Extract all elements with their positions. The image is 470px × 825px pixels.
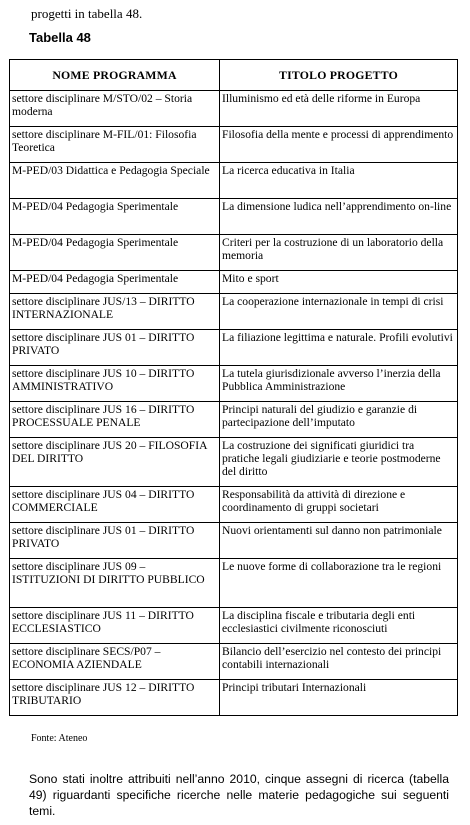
- table-title: Tabella 48: [29, 30, 91, 45]
- table-header-row: [10, 60, 458, 91]
- outro-text: Sono stati inoltre attribuiti nell’anno 2010, cinque assegni di ricerca (tabella 49) riguardanti specifiche ricerche nelle materie pedagogiche sui seguenti temi.: [29, 772, 449, 818]
- cell-project-title: Principi naturali del giudizio e garanzie di partecipazione dell’imputato: [220, 402, 458, 438]
- cell-project-title: La dimensione ludica nell’apprendimento on-line: [220, 199, 458, 235]
- table-row: [10, 680, 458, 716]
- cell-program: M-PED/03 Didattica e Pedagogia Speciale: [10, 163, 220, 199]
- cell-program: settore disciplinare JUS 10 – DIRITTO AMMINISTRATIVO: [10, 366, 220, 402]
- cell-project-title: Le nuove forme di collaborazione tra le regioni: [220, 559, 458, 608]
- cell-program: settore disciplinare JUS 12 – DIRITTO TRIBUTARIO: [10, 680, 220, 716]
- table-row: [10, 608, 458, 644]
- cell-project-title: La disciplina fiscale e tributaria degli enti ecclesiastici civilmente riconosciuti: [220, 608, 458, 644]
- table-row: [10, 294, 458, 330]
- table-row: [10, 271, 458, 294]
- table-row: [10, 523, 458, 559]
- intro-text: progetti in tabella 48.: [31, 6, 143, 21]
- cell-project-title: Nuovi orientamenti sul danno non patrimoniale: [220, 523, 458, 559]
- cell-project-title: Bilancio dell’esercizio nel contesto dei principi contabili internazionali: [220, 644, 458, 680]
- cell-project-title: La ricerca educativa in Italia: [220, 163, 458, 199]
- cell-program: M-PED/04 Pedagogia Sperimentale: [10, 271, 220, 294]
- cell-project-title: La cooperazione internazionale in tempi di crisi: [220, 294, 458, 330]
- table-row: [10, 644, 458, 680]
- cell-program: settore disciplinare JUS 01 – DIRITTO PRIVATO: [10, 523, 220, 559]
- cell-project-title: Criteri per la costruzione di un laboratorio della memoria: [220, 235, 458, 271]
- cell-project-title: Mito e sport: [220, 271, 458, 294]
- source-note: Fonte: Ateneo: [31, 733, 88, 744]
- cell-program: settore disciplinare JUS 16 – DIRITTO PROCESSUALE PENALE: [10, 402, 220, 438]
- cell-program: settore disciplinare JUS 01 – DIRITTO PRIVATO: [10, 330, 220, 366]
- cell-project-title: La costruzione dei significati giuridici tra pratiche legali giudiziarie e teorie postmoderne del diritto: [220, 438, 458, 487]
- cell-program: settore disciplinare JUS/13 – DIRITTO INTERNAZIONALE: [10, 294, 220, 330]
- table-row: [10, 366, 458, 402]
- cell-program: M-PED/04 Pedagogia Sperimentale: [10, 235, 220, 271]
- cell-project-title: La tutela giurisdizionale avverso l’inerzia della Pubblica Amministrazione: [220, 366, 458, 402]
- cell-program: settore disciplinare SECS/P07 – ECONOMIA AZIENDALE: [10, 644, 220, 680]
- cell-project-title: Filosofia della mente e processi di apprendimento: [220, 127, 458, 163]
- cell-program: settore disciplinare JUS 09 – ISTITUZIONI DI DIRITTO PUBBLICO: [10, 559, 220, 608]
- column-header-project: TITOLO PROGETTO: [220, 60, 458, 91]
- table-row: [10, 330, 458, 366]
- cell-program: settore disciplinare JUS 11 – DIRITTO ECCLESIASTICO: [10, 608, 220, 644]
- table-row: [10, 438, 458, 487]
- cell-program: settore disciplinare M-FIL/01: Filosofia Teoretica: [10, 127, 220, 163]
- cell-program: M-PED/04 Pedagogia Sperimentale: [10, 199, 220, 235]
- cell-project-title: Principi tributari Internazionali: [220, 680, 458, 716]
- table-row: [10, 487, 458, 523]
- table-row: [10, 402, 458, 438]
- cell-project-title: Illuminismo ed età delle riforme in Europa: [220, 91, 458, 127]
- projects-table: [9, 59, 458, 716]
- cell-project-title: La filiazione legittima e naturale. Profili evolutivi: [220, 330, 458, 366]
- table-row: [10, 235, 458, 271]
- cell-program: settore disciplinare JUS 20 – FILOSOFIA DEL DIRITTO: [10, 438, 220, 487]
- cell-program: settore disciplinare JUS 04 – DIRITTO COMMERCIALE: [10, 487, 220, 523]
- cell-program: settore disciplinare M/STO/02 – Storia moderna: [10, 91, 220, 127]
- table-row: [10, 91, 458, 127]
- table-body: [10, 91, 458, 716]
- table-row: [10, 127, 458, 163]
- column-header-program: NOME PROGRAMMA: [10, 60, 220, 91]
- table-row: [10, 199, 458, 235]
- table-row: [10, 163, 458, 199]
- cell-project-title: Responsabilità da attività di direzione e coordinamento di gruppi societari: [220, 487, 458, 523]
- table-row: [10, 559, 458, 608]
